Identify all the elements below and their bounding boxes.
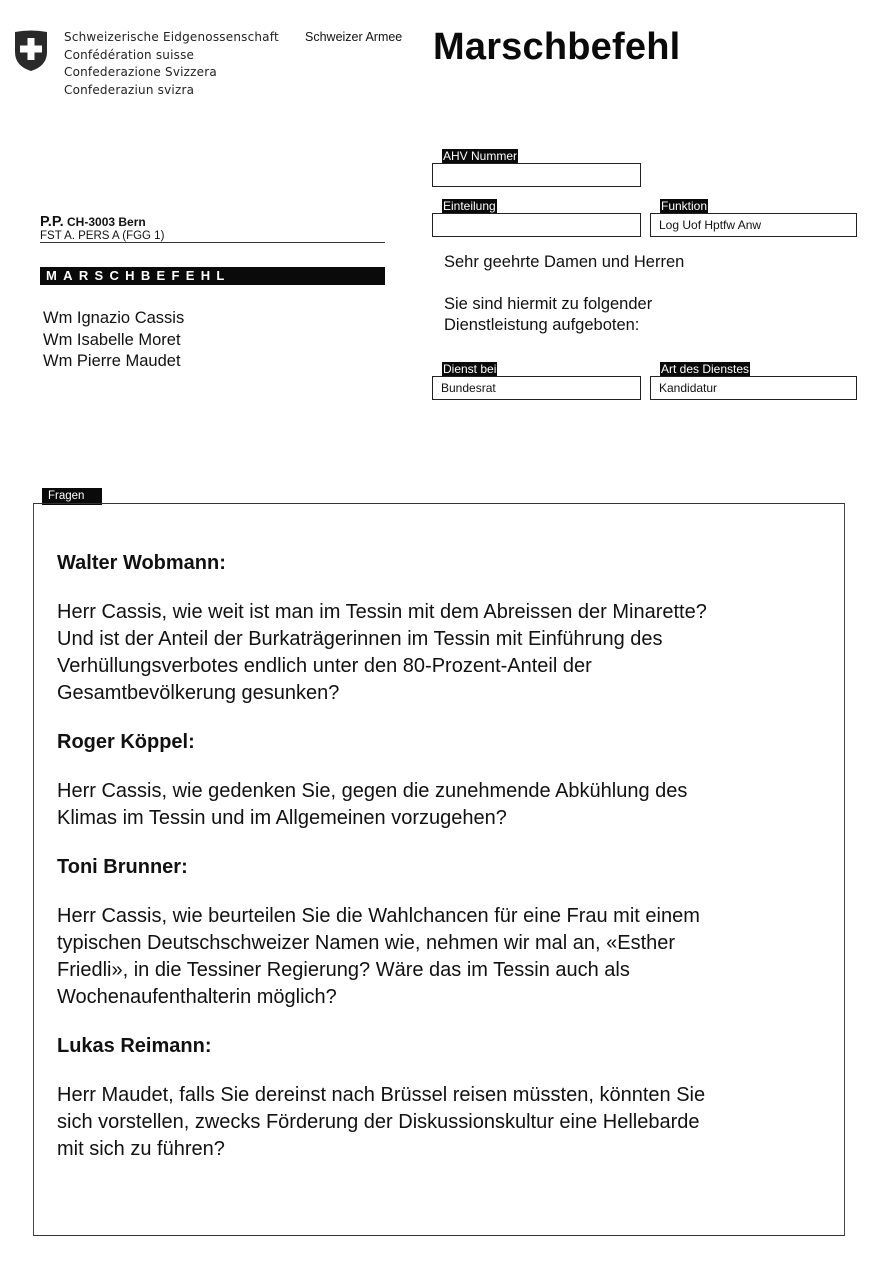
dienst-bei-field[interactable]: Bundesrat [432, 376, 641, 400]
question-item [57, 550, 817, 707]
question-text [57, 1082, 817, 1163]
question-line: Wochenaufenthalterin möglich? [57, 986, 337, 1008]
einteilung-label: Einteilung [443, 199, 496, 213]
confederation-line-rm: Confederaziun svizra [64, 82, 195, 97]
question-line: Und ist der Anteil der Burkaträgerinnen im Tessin mit Einführung des [57, 628, 663, 650]
question-line: Verhüllungsverbotes endlich unter den 80-Prozent-Anteil der [57, 655, 592, 677]
question-item [57, 729, 817, 832]
question-speaker: Walter Wobmann: [57, 552, 226, 574]
postage-paid-line [40, 214, 146, 230]
recipient-list [43, 308, 184, 373]
question-line: Herr Cassis, wie gedenken Sie, gegen die zunehmende Abkühlung des [57, 780, 688, 802]
question-line: Gesamtbevölkerung gesunken? [57, 682, 340, 704]
address-divider [40, 242, 385, 243]
funktion-field[interactable]: Log Uof Hptfw Anw [650, 213, 857, 237]
recipient-item: Wm Ignazio Cassis [43, 309, 185, 327]
question-line: Herr Cassis, wie beurteilen Sie die Wahlchancen für eine Frau mit einem [57, 905, 700, 927]
swiss-coat-of-arms-icon [14, 30, 48, 72]
question-line: Klimas im Tessin und im Allgemeinen vorzugehen? [57, 807, 507, 829]
intro-text [444, 294, 652, 336]
intro-line: Sie sind hiermit zu folgender [444, 295, 653, 313]
art-des-dienstes-label: Art des Dienstes [661, 362, 750, 376]
confederation-line-de: Schweizerische Eidgenossenschaft [64, 30, 279, 44]
question-text [57, 778, 817, 832]
confederation-line-fr: Confédération suisse [64, 47, 195, 62]
greeting: Sehr geehrte Damen und Herren [444, 253, 685, 271]
organization-name: Schweizer Armee [305, 30, 403, 44]
question-line: Herr Cassis, wie weit ist man im Tessin mit dem Abreissen der Minarette? [57, 601, 707, 623]
questions-tab-label: Fragen [42, 488, 102, 505]
questions-content [57, 550, 817, 1185]
document-title: Marschbefehl [433, 26, 681, 68]
question-line: Friedli», in die Tessiner Regierung? Wäre das im Tessin auch als [57, 959, 630, 981]
intro-line: Dienstleistung aufgeboten: [444, 316, 640, 334]
question-speaker: Lukas Reimann: [57, 1035, 212, 1057]
question-speaker: Toni Brunner: [57, 856, 188, 878]
question-item [57, 854, 817, 1011]
section-title-bar: MARSCHBEFEHL [40, 267, 385, 285]
sender-unit: FST A. PERS A (FGG 1) [40, 230, 165, 242]
question-item [57, 1033, 817, 1163]
pp-location: CH-3003 Bern [67, 215, 146, 229]
question-text [57, 599, 817, 707]
question-line: sich vorstellen, zwecks Förderung der Diskussionskultur eine Hellebarde [57, 1111, 700, 1133]
confederation-line-it: Confederazione Svizzera [64, 65, 217, 79]
pp-prefix: P.P. [40, 214, 64, 230]
art-des-dienstes-field[interactable]: Kandidatur [650, 376, 857, 400]
recipient-item: Wm Isabelle Moret [43, 330, 181, 349]
dienst-bei-label: Dienst bei [443, 362, 497, 376]
question-text [57, 903, 817, 1011]
recipient-item: Wm Pierre Maudet [43, 352, 181, 370]
ahv-number-field[interactable] [432, 163, 641, 187]
question-line: Herr Maudet, falls Sie dereinst nach Brüssel reisen müssten, könnten Sie [57, 1084, 706, 1106]
ahv-number-label: AHV Nummer [443, 149, 518, 163]
funktion-label: Funktion [661, 199, 708, 213]
question-speaker: Roger Köppel: [57, 731, 195, 753]
einteilung-field[interactable] [432, 213, 641, 237]
question-line: mit sich zu führen? [57, 1138, 225, 1160]
confederation-names [64, 29, 279, 99]
question-line: typischen Deutschschweizer Namen wie, nehmen wir mal an, «Esther [57, 932, 676, 954]
